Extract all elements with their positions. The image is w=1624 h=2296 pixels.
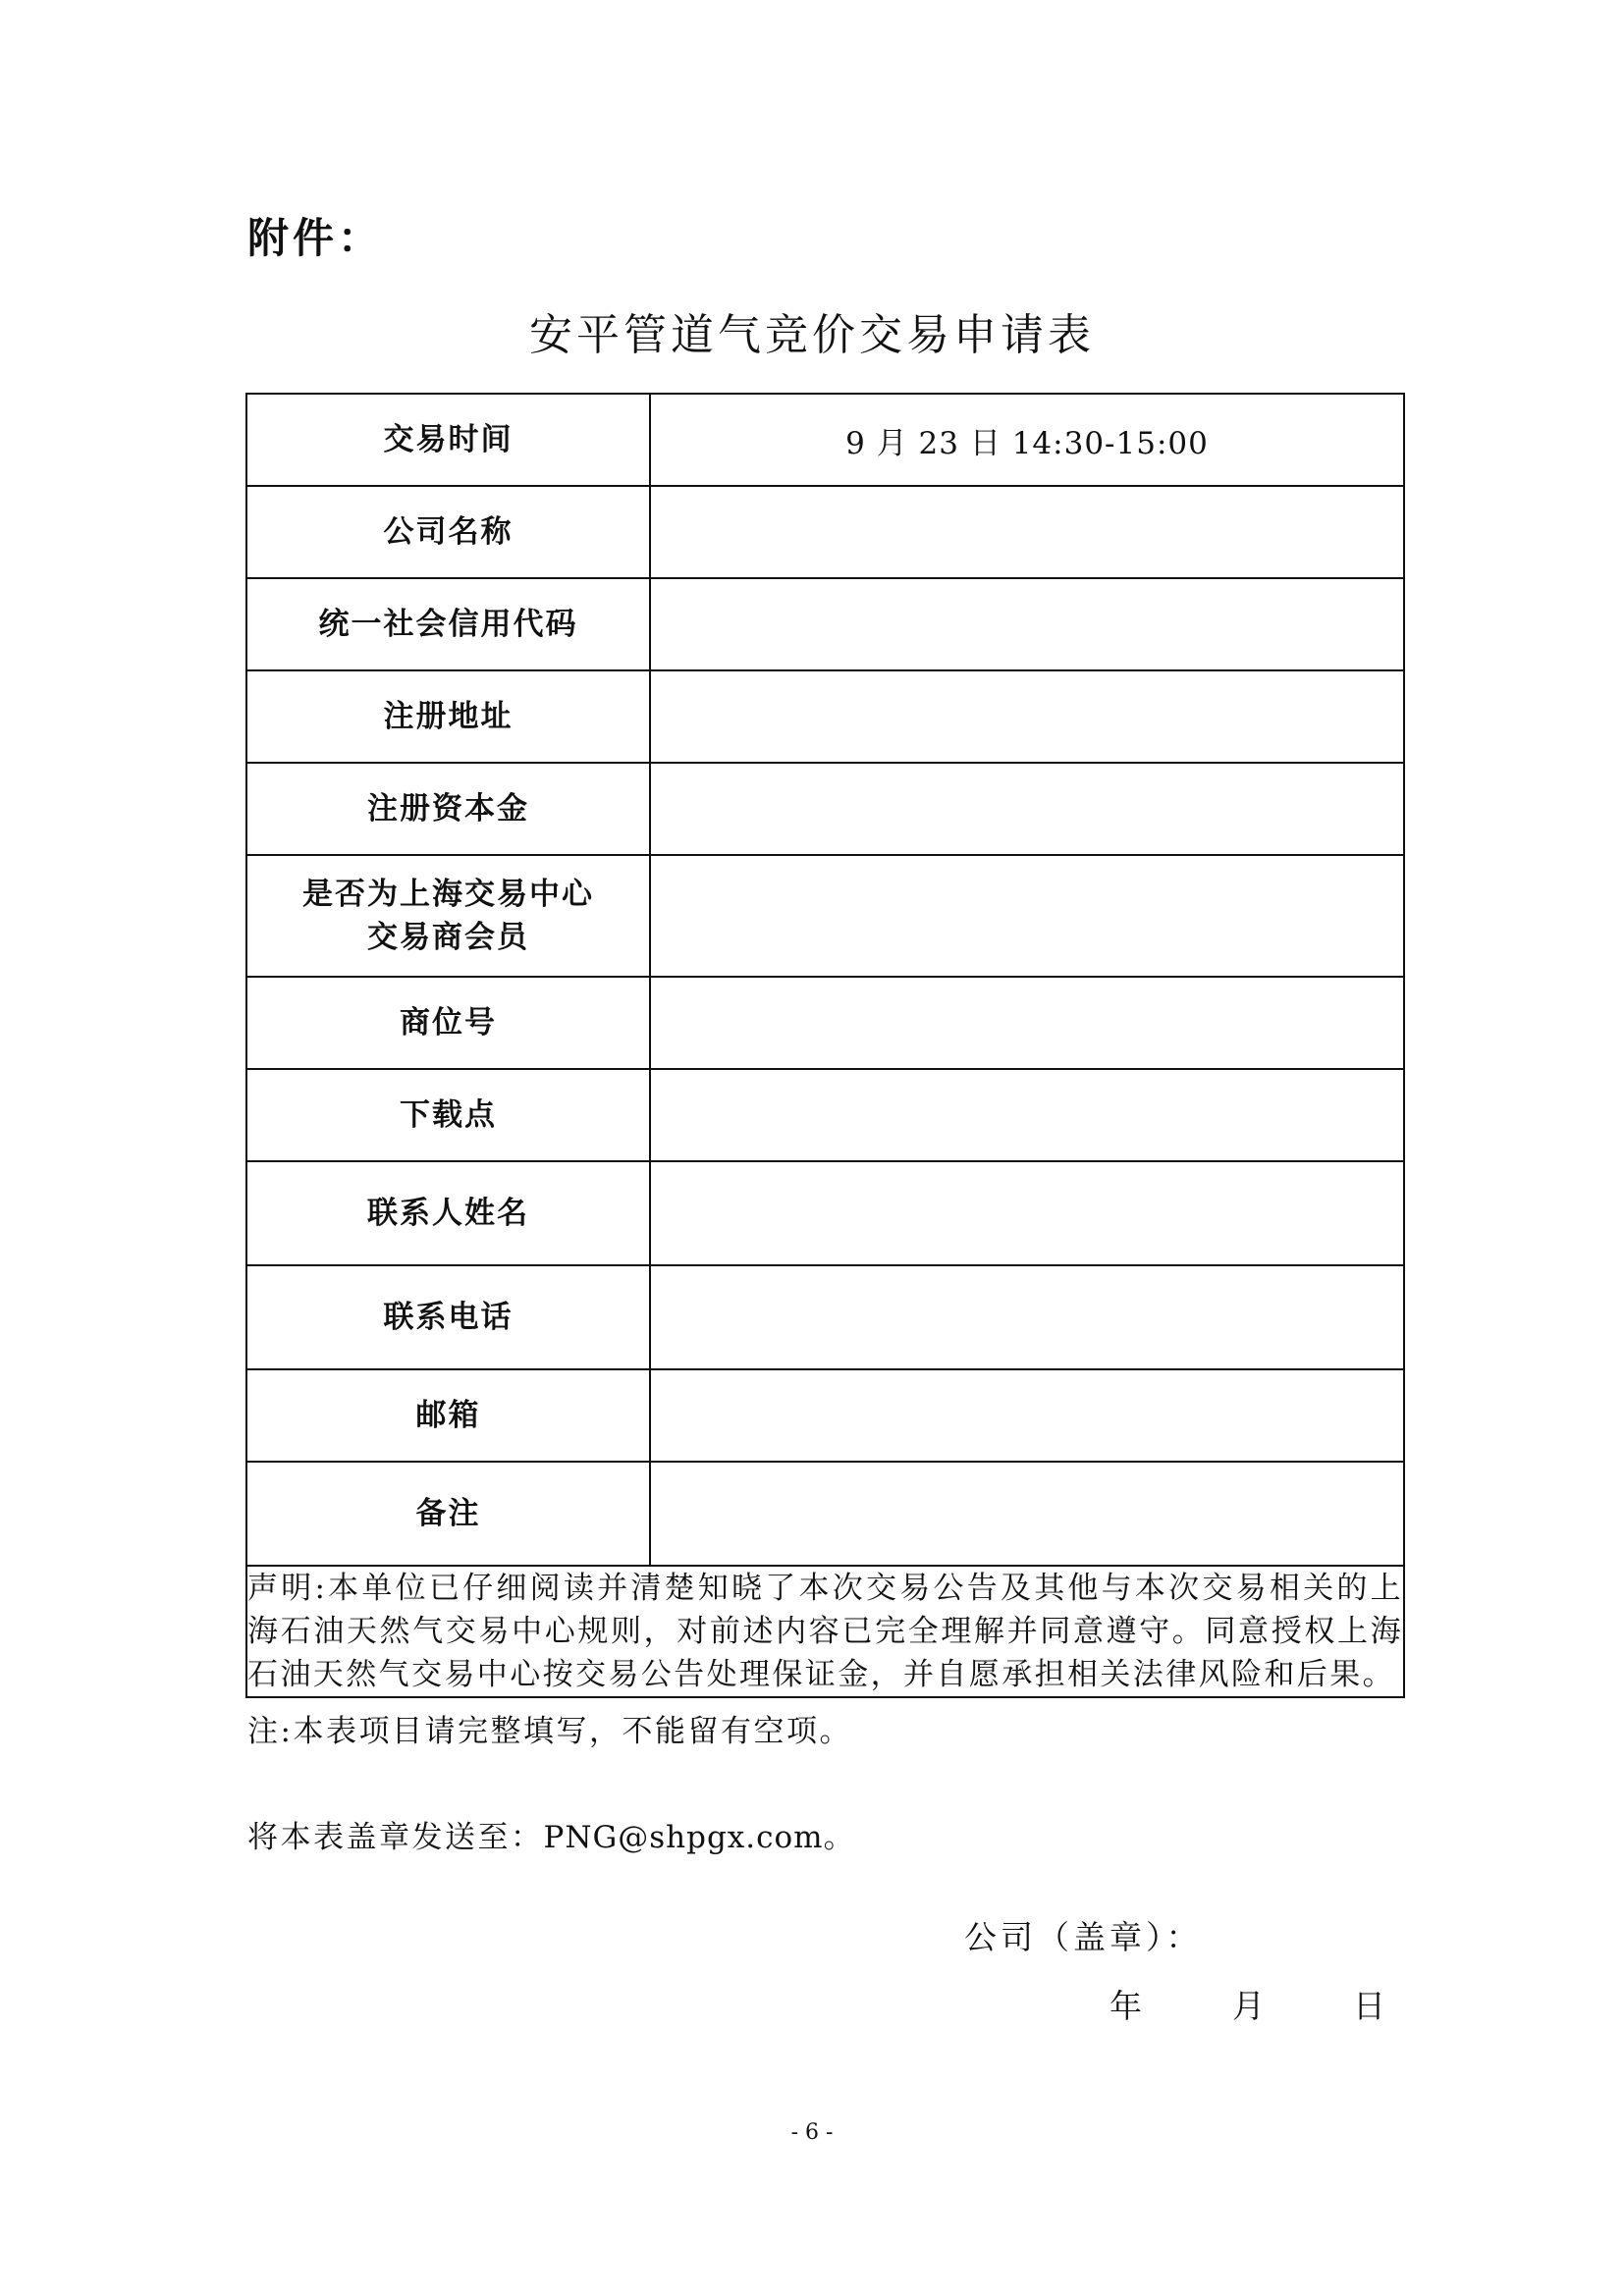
member-status-field[interactable] — [650, 855, 1404, 977]
declaration-text: 声明:本单位已仔细阅读并清楚知晓了本次交易公告及其他与本次交易相关的上海石油天然气交易中心规则，对前述内容已完全理解并同意遵守。同意授权上海石油天然气交易中心按交易公告处理保证金，并自愿承担相关法律风险和后果。 — [246, 1566, 1404, 1697]
field-label: 邮箱 — [246, 1369, 650, 1462]
attachment-label: 附件： — [247, 214, 384, 262]
document-title: 安平管道气竞价交易申请表 — [529, 310, 1095, 360]
contact-name-field[interactable] — [650, 1161, 1404, 1265]
offtake-point-field[interactable] — [650, 1069, 1404, 1161]
application-form-table — [245, 393, 1405, 1698]
date-year-label: 年 — [1110, 1987, 1142, 2025]
email-field[interactable] — [650, 1369, 1404, 1462]
field-label: 联系人姓名 — [246, 1161, 650, 1265]
send-instruction — [247, 1812, 855, 1856]
field-label: 注册资本金 — [246, 763, 650, 855]
contact-phone-field[interactable] — [650, 1265, 1404, 1369]
form-row-credit-code — [246, 578, 1404, 670]
form-row-registered-address — [246, 670, 1404, 763]
field-label: 统一社会信用代码 — [246, 578, 650, 670]
form-row-trade-time — [246, 394, 1404, 486]
field-label: 联系电话 — [246, 1265, 650, 1369]
field-label-line1: 是否为上海交易中心 — [302, 877, 594, 912]
remarks-field[interactable] — [650, 1462, 1404, 1566]
date-day-label: 日 — [1353, 1987, 1385, 2025]
form-row-seat-number — [246, 977, 1404, 1069]
company-name-field[interactable] — [650, 486, 1404, 578]
field-label-line2: 交易商会员 — [367, 920, 529, 955]
field-label: 商位号 — [246, 977, 650, 1069]
form-row-member-status — [246, 855, 1404, 977]
form-row-email — [246, 1369, 1404, 1462]
company-seal-label: 公司（盖章）： — [964, 1918, 1203, 1956]
registered-capital-field[interactable] — [650, 763, 1404, 855]
form-row-remarks — [246, 1462, 1404, 1566]
field-label: 下载点 — [246, 1069, 650, 1161]
form-row-registered-capital — [246, 763, 1404, 855]
trade-time-value: 9 月 23 日 14:30-15:00 — [650, 394, 1404, 486]
credit-code-field[interactable] — [650, 578, 1404, 670]
field-label: 交易时间 — [246, 394, 650, 486]
page-number: - 6 - — [790, 2120, 834, 2145]
registered-address-field[interactable] — [650, 670, 1404, 763]
send-email: PNG@shpgx.com。 — [543, 1820, 855, 1855]
field-label — [246, 855, 650, 977]
field-label: 备注 — [246, 1462, 650, 1566]
form-row-company-name — [246, 486, 1404, 578]
fill-note: 注:本表项目请完整填写，不能留有空项。 — [247, 1714, 852, 1749]
field-label: 公司名称 — [246, 486, 650, 578]
send-prefix: 将本表盖章发送至： — [247, 1820, 544, 1855]
form-row-contact-name — [246, 1161, 1404, 1265]
field-label: 注册地址 — [246, 670, 650, 763]
form-row-contact-phone — [246, 1265, 1404, 1369]
date-month-label: 月 — [1232, 1987, 1265, 2025]
form-row-declaration — [246, 1566, 1404, 1697]
seat-number-field[interactable] — [650, 977, 1404, 1069]
form-row-offtake-point — [246, 1069, 1404, 1161]
